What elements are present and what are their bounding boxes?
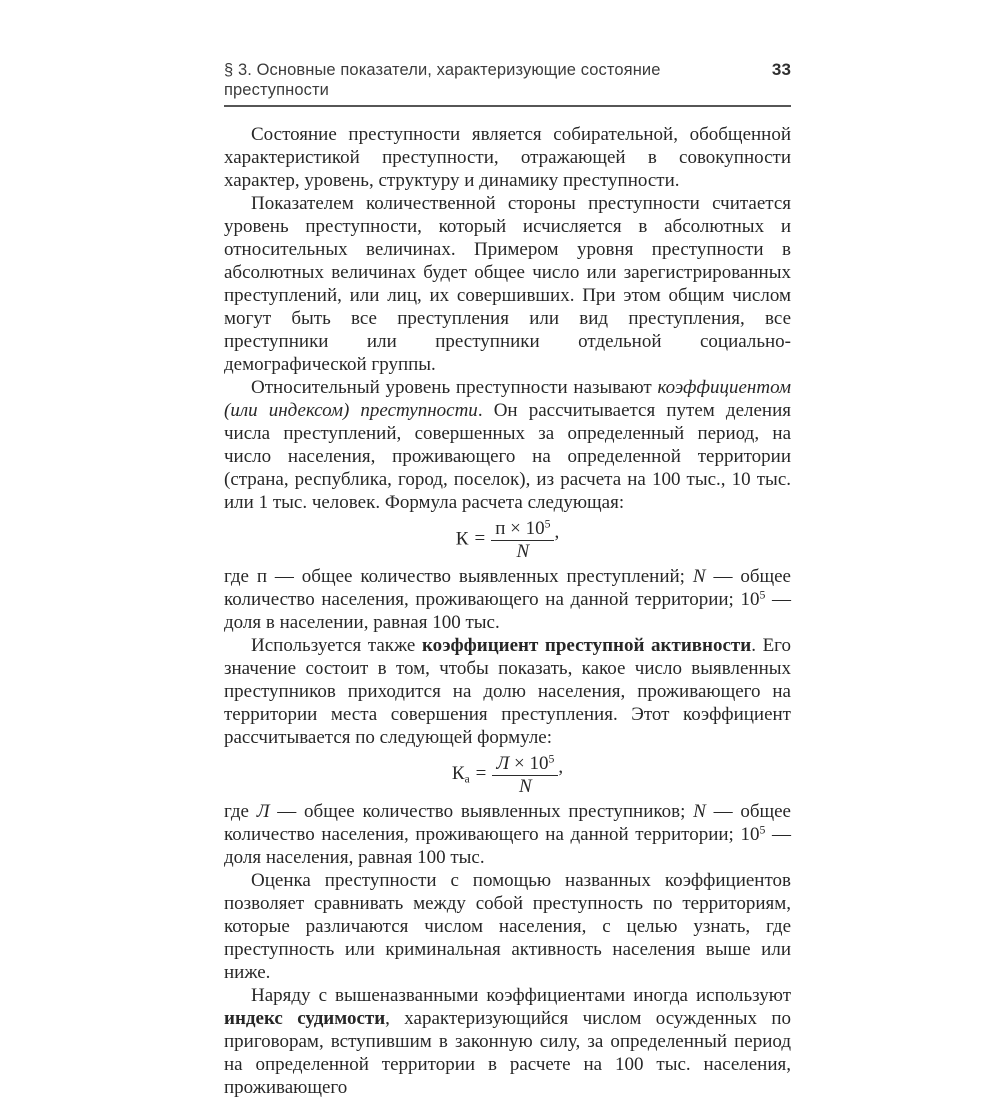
paragraph-crime-coefficient: Относительный уровень преступности называют коэффициентом (или индексом) преступности. Он рассчитывается путем деления числа преступлений, совершенных за определенный период, на число населения, проживающего на определенной территории (страна, республика, город, поселок), из расчета на 100 тыс., 10 тыс. или 1 тыс. человек. Формула расчета следующая: — [224, 377, 791, 513]
paragraph-criminal-activity: Используется также коэффициент преступной активности. Его значение состоит в том, чтобы показать, какое число выявленных преступников приходится на долю населения, проживающего на территории места совершения преступления. Этот коэффициент рассчитывается по следующей формуле: — [224, 635, 791, 748]
formula-criminal-activity-coefficient: $К_а$ = $\frac{Л \times 10^5}{N}$ , — [451, 752, 564, 797]
paragraph-crime-state: Состояние преступности является собирательной, обобщенной характеристикой преступности, отражающей в совокупности характер, уровень, структуру и динамику преступности. — [224, 124, 791, 191]
chapter-header-title: § 3. Основные показатели, характеризующие состояние преступности — [224, 61, 661, 99]
explanation-crime-rate-formula: где п — общее количество выявленных преступлений; N — общее количество населения, проживающего на данной территории; $10^5$ — доля в населении, равная 100 тыс. — [224, 566, 791, 633]
page-number: 33 — [771, 60, 791, 79]
text-column — [224, 60, 791, 1099]
formula-crime-rate-coefficient: К = $\frac{п \times 10^5}{N}$ , — [455, 517, 560, 562]
page-body — [224, 123, 791, 1099]
paragraph-coefficient-comparison: Оценка преступности с помощью названных коэффициентов позволяет сравнивать между собой преступность по территориям, которые различаются числом населения, с целью узнать, где преступность или криминальная активность населения выше или ниже. — [224, 870, 791, 983]
explanation-criminal-activity-formula: где Л — общее количество выявленных преступников; N — общее количество населения, проживающего на данной территории; $10^5$ — доля населения, равная 100 тыс. — [224, 801, 791, 868]
paragraph-conviction-index: Наряду с вышеназванными коэффициентами иногда используют индекс судимости, характеризующийся числом осужденных по приговорам, вступившим в законную силу, за определенный период на определенной территории в расчете на 100 тыс. населения, проживающего — [224, 985, 791, 1098]
running-header — [224, 60, 791, 107]
paragraph-crime-level: Показателем количественной стороны преступности считается уровень преступности, который исчисляется в абсолютных и относительных величинах. Примером уровня преступности в абсолютных величинах будет общее число или зарегистрированных преступлений, или лиц, их совершивших. При этом общим числом могут быть все преступления или вид преступления, все преступники или преступники отдельной социально-демографической группы. — [224, 193, 791, 375]
